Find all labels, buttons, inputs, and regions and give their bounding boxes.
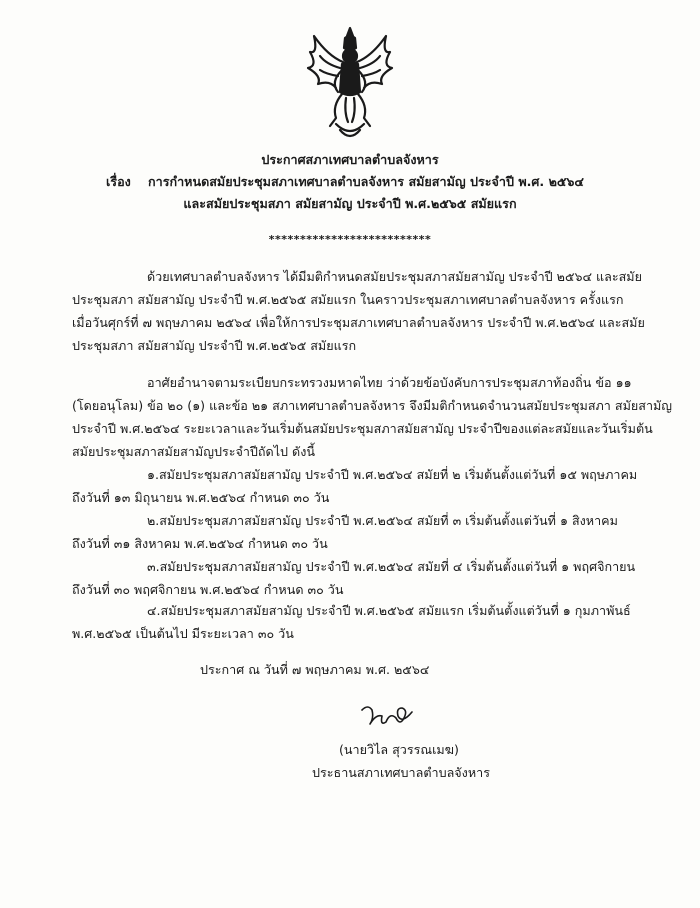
session-item-1-line2: ถึงวันที่ ๑๓ มิถุนายน พ.ศ.๒๕๖๔ กำหนด ๓๐ วัน [72,490,330,505]
session-item-3-line1: ๓.สมัยประชุมสภาสมัยสามัญ ประจำปี พ.ศ.๒๕๖๔ สมัยที่ ๔ เริ่มต้นตั้งแต่วันที่ ๑ พฤศจิกายน [147,559,636,574]
subject-line-1: การกำหนดสมัยประชุมสภาเทศบาลตำบลจังหาร สมัยสามัญ ประจำปี พ.ศ. ๒๕๖๔ [148,174,584,189]
signer-name: (นายวิไล สุวรรณเมฆ) [339,742,459,757]
para2-line: ประจำปี พ.ศ.๒๕๖๔ ระยะเวลาและวันเริ่มต้นสมัยประชุมสภาสมัยสามัญ ประจำปีของแต่ละสมัยและวันเริ่มต้น [72,421,653,436]
session-item-2-line1: ๒.สมัยประชุมสภาสมัยสามัญ ประจำปี พ.ศ.๒๕๖๔ สมัยที่ ๓ เริ่มต้นตั้งแต่วันที่ ๑ สิงหาคม [147,513,618,528]
signer-position: ประธานสภาเทศบาลตำบลจังหาร [312,765,490,780]
session-item-4-line1: ๔.สมัยประชุมสภาสมัยสามัญ ประจำปี พ.ศ.๒๕๖๕ สมัยแรก เริ่มต้นตั้งแต่วันที่ ๑ กุมภาพันธ์ [147,603,631,618]
session-item-3-line2: ถึงวันที่ ๓๐ พฤศจิกายน พ.ศ.๒๕๖๔ กำหนด ๓๐ วัน [72,582,344,597]
signature-icon [358,700,418,734]
para2-line: สมัยประชุมสภาสมัยสามัญประจำปีถัดไป ดังนี้ [72,444,315,459]
para1-line: เมื่อวันศุกร์ที่ ๗ พฤษภาคม ๒๕๖๔ เพื่อให้การประชุมสภาเทศบาลตำบลจังหาร ประจำปี พ.ศ.๒๕๖๔ และสมัย [72,315,645,330]
subject-label: เรื่อง [106,174,131,189]
para1-line: ด้วยเทศบาลตำบลจังหาร ได้มีมติกำหนดสมัยประชุมสภาสมัยสามัญ ประจำปี ๒๕๖๔ และสมัย [147,269,642,284]
garuda-emblem-icon [300,26,400,144]
announcement-title: ประกาศสภาเทศบาลตำบลจังหาร [261,152,439,167]
para1-line: ประชุมสภา สมัยสามัญ ประจำปี พ.ศ.๒๕๖๕ สมัยแรก [72,338,357,353]
session-item-2-line2: ถึงวันที่ ๓๑ สิงหาคม พ.ศ.๒๕๖๔ กำหนด ๓๐ วัน [72,536,328,551]
para2-line: อาศัยอำนาจตามระเบียบกระทรวงมหาดไทย ว่าด้วยข้อบังคับการประชุมสภาท้องถิ่น ข้อ ๑๑ [147,375,632,390]
para2-line: (โดยอนุโลม) ข้อ ๒๐ (๑) และข้อ ๒๑ สภาเทศบาลตำบลจังหาร จึงมีมติกำหนดจำนวนสมัยประชุมสภา สมัยสามัญ [72,398,673,413]
announcement-date: ประกาศ ณ วันที่ ๗ พฤษภาคม พ.ศ. ๒๕๖๔ [200,662,430,677]
session-item-4-line2: พ.ศ.๒๕๖๕ เป็นต้นไป มีระยะเวลา ๓๐ วัน [72,626,294,641]
session-item-1-line1: ๑.สมัยประชุมสภาสมัยสามัญ ประจำปี พ.ศ.๒๕๖๔ สมัยที่ ๒ เริ่มต้นตั้งแต่วันที่ ๑๕ พฤษภาคม [147,467,638,482]
para1-line: ประชุมสภา สมัยสามัญ ประจำปี พ.ศ.๒๕๖๕ สมัยแรก ในคราวประชุมสภาเทศบาลตำบลจังหาร ครั้งแรก [72,292,624,307]
separator-stars: ************************** [268,233,432,246]
subject-line-2: และสมัยประชุมสภา สมัยสามัญ ประจำปี พ.ศ.๒๕๖๕ สมัยแรก [183,196,517,211]
